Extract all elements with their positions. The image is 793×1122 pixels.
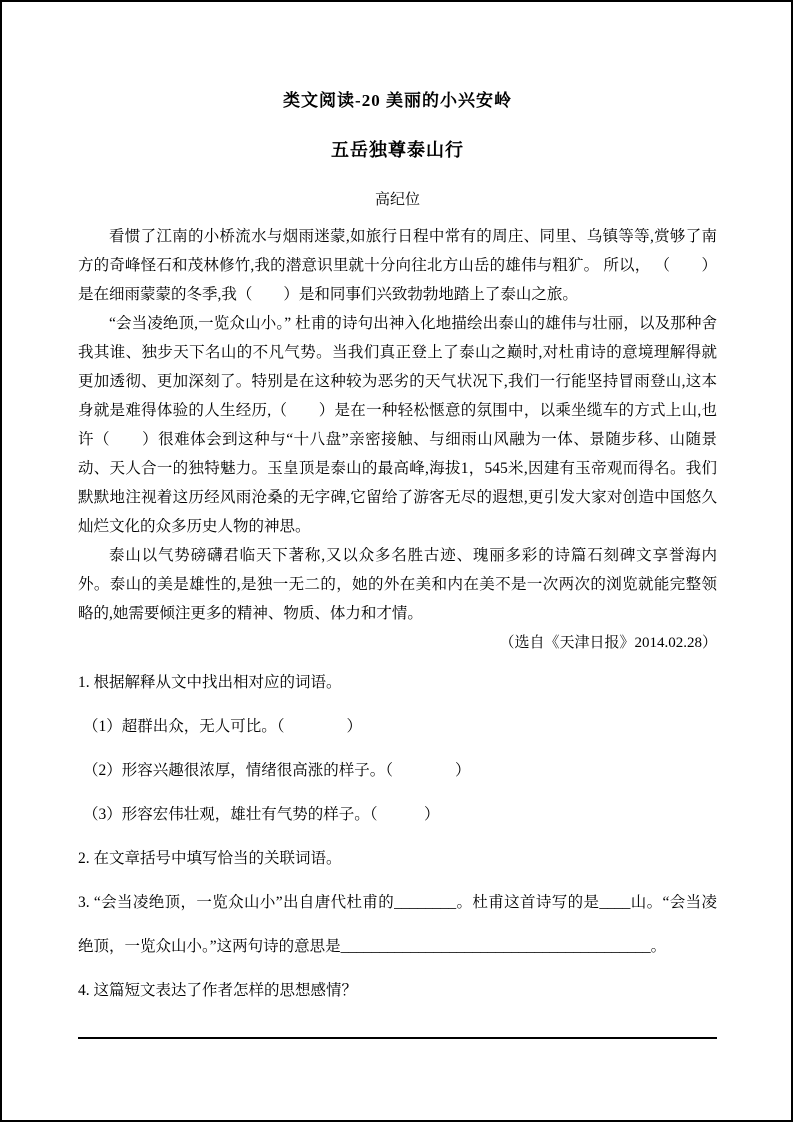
article-paragraph-2: “会当凌绝顶,一览众山小。” 杜甫的诗句出神入化地描绘出泰山的雄伟与壮丽，以及那种舍我其谁、独步天下名山的不凡气势。当我们真正登上了泰山之巅时,对杜甫诗的意境理解得就更加透彻、更加深刻了。特别是在这种较为恶劣的天气状况下,我们一行能坚持冒雨登山,这本身就是难得体验的人生经历,（ ）是在一种轻松惬意的氛围中，以乘坐缆车的方式上山,也许（ ）很难体会到这种与“十八盘”亲密接触、与细雨山风融为一体、景随步移、山随景动、天人合一的独特魅力。玉皇顶是泰山的最高峰,海拔1，545米,因建有玉帝观而得名。我们默默地注视着这历经风雨沧桑的无字碑,它留给了游客无尽的遐想,更引发大家对创造中国悠久灿烂文化的众多历史人物的神思。	[78, 315, 717, 535]
question-1-item-1: （1）超群出众，无人可比。（ ）	[83, 718, 363, 735]
article-title: 五岳独尊泰山行	[331, 140, 464, 160]
question-2: 2. 在文章括号中填写恰当的关联词语。	[78, 850, 342, 867]
article-paragraph-1: 看惯了江南的小桥流水与烟雨迷蒙,如旅行日程中常有的周庄、同里、乌镇等等,赏够了南方的奇峰怪石和茂林修竹,我的潜意识里就十分向往北方山岳的雄伟与粗犷。 所以， （ ）是在细雨蒙蒙的冬季,我（ ）是和同事们兴致勃勃地踏上了泰山之旅。	[78, 228, 717, 303]
lesson-title: 类文阅读-20 美丽的小兴安岭	[283, 91, 512, 110]
article-paragraph-3: 泰山以气势磅礴君临天下著称,又以众多名胜古迹、瑰丽多彩的诗篇石刻碑文享誉海内外。泰山的美是雄性的,是独一无二的，她的外在美和内在美不是一次两次的浏览就能完整领略的,她需要倾注更多的精神、物质、体力和才情。	[78, 547, 717, 622]
question-4: 4. 这篇短文表达了作者怎样的思想感情？	[78, 982, 358, 999]
source-citation: （选自《天津日报》2014.02.28）	[499, 635, 717, 651]
author-name: 高纪位	[374, 192, 420, 208]
question-1-item-3: （3）形容宏伟壮观，雄壮有气势的样子。（ ）	[83, 806, 440, 823]
question-1: 1. 根据解释从文中找出相对应的词语。	[78, 674, 342, 691]
question-1-item-2: （2）形容兴趣很浓厚，情绪很高涨的样子。（ ）	[83, 762, 471, 779]
question-3: 3. “会当凌绝顶，一览众山小”出自唐代杜甫的________。杜甫这首诗写的是____山。“会当凌绝顶，一览众山小。”这两句诗的意思是________________________________________。	[78, 894, 717, 955]
document-content	[2, 2, 791, 1039]
bottom-rule	[78, 1037, 717, 1039]
